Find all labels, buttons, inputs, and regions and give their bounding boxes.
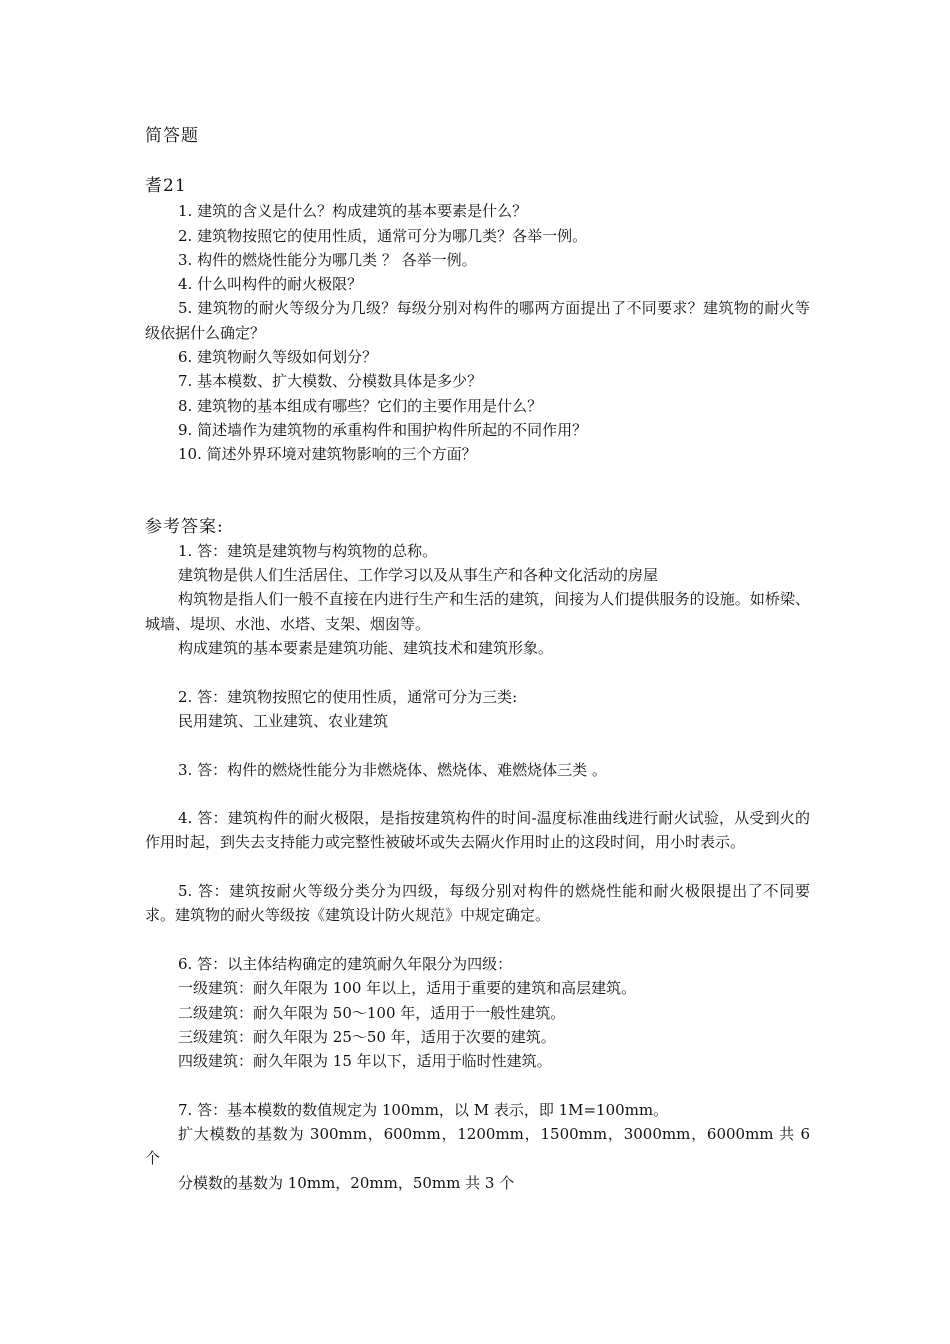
answer-line: 7. 答：基本模数的数值规定为 100mm，以 M 表示，即 1M=100mm。 xyxy=(178,1100,669,1119)
answer-line: 3. 答：构件的燃烧性能分为非燃烧体、燃烧体、难燃烧体三类 。 xyxy=(178,760,607,779)
answer-block xyxy=(145,685,810,734)
answer-line: 6. 答：以主体结构确定的建筑耐久年限分为四级： xyxy=(178,954,513,973)
answer-block xyxy=(145,539,810,660)
question-item: 8. 建筑物的基本组成有哪些？它们的主要作用是什么？ xyxy=(178,396,543,415)
question-item: 5. 建筑物的耐火等级分为几级？每级分别对构件的哪两方面提出了不同要求？建筑物的耐火等级依据什么确定？ xyxy=(145,299,810,342)
document-page xyxy=(145,124,810,1195)
questions-heading: 耆21 xyxy=(145,176,187,197)
answer-line: 2. 答：建筑物按照它的使用性质，通常可分为三类: xyxy=(178,687,518,706)
answer-line: 民用建筑、工业建筑、农业建筑 xyxy=(178,711,389,730)
answer-line: 一级建筑：耐久年限为 100 年以上，适用于重要的建筑和高层建筑。 xyxy=(178,979,637,998)
answer-line: 1. 答：建筑是建筑物与构筑物的总称。 xyxy=(178,541,438,560)
answer-block xyxy=(145,1098,810,1195)
spacer xyxy=(145,467,810,515)
question-item: 10. 简述外界环境对建筑物影响的三个方面？ xyxy=(178,445,477,464)
answer-line: 5. 答：建筑按耐火等级分类分为四级，每级分别对构件的燃烧性能和耐火极限提出了不同要求。建筑物的耐火等级按《建筑设计防火规范》中规定确定。 xyxy=(145,882,810,925)
question-item: 7. 基本模数、扩大模数、分模数具体是多少？ xyxy=(178,372,483,391)
document-title: 简答题 xyxy=(145,126,199,146)
answer-line: 扩大模数的基数为 300mm，600mm，1200mm，1500mm，3000mm，6000mm 共 6 个 xyxy=(145,1124,810,1168)
answer-line: 四级建筑：耐久年限为 15 年以下，适用于临时性建筑。 xyxy=(178,1052,552,1071)
answer-line: 构筑物是指人们一般不直接在内进行生产和生活的建筑，间接为人们提供服务的设施。如桥梁、城墙、堤坝、水池、水塔、支架、烟囱等。 xyxy=(145,590,810,633)
question-item: 3. 构件的燃烧性能分为哪几类 ？ 各举一例。 xyxy=(178,250,477,269)
answers-heading: 参考答案: xyxy=(145,516,224,537)
answer-line: 分模数的基数为 10mm，20mm，50mm 共 3 个 xyxy=(178,1173,515,1192)
answer-line: 三级建筑：耐久年限为 25～50 年，适用于次要的建筑。 xyxy=(178,1027,556,1046)
answer-block xyxy=(145,758,810,782)
answer-line: 构成建筑的基本要素是建筑功能、建筑技术和建筑形象。 xyxy=(178,639,554,658)
question-item: 1. 建筑的含义是什么？构成建筑的基本要素是什么？ xyxy=(178,202,528,221)
question-item: 4. 什么叫构件的耐火极限？ xyxy=(178,275,363,294)
question-item: 9. 简述墙作为建筑物的承重构件和围护构件所起的不同作用？ xyxy=(178,420,588,439)
answer-line: 二级建筑：耐久年限为 50～100 年，适用于一般性建筑。 xyxy=(178,1003,566,1022)
question-item: 6. 建筑物耐久等级如何划分？ xyxy=(178,348,378,367)
question-list xyxy=(145,199,810,466)
answer-line: 4. 答：建筑构件的耐火极限，是指按建筑构件的时间-温度标准曲线进行耐火试验，从受到火的作用时起，到失去支持能力或完整性被破坏或失去隔火作用时止的这段时间，用小时表示。 xyxy=(145,809,810,852)
answer-block xyxy=(145,952,810,1073)
answer-block xyxy=(145,879,810,928)
answer-line: 建筑物是供人们生活居住、工作学习以及从事生产和各种文化活动的房屋 xyxy=(178,566,659,585)
answer-block xyxy=(145,806,810,855)
question-item: 2. 建筑物按照它的使用性质，通常可分为哪几类？各举一例。 xyxy=(178,226,588,245)
